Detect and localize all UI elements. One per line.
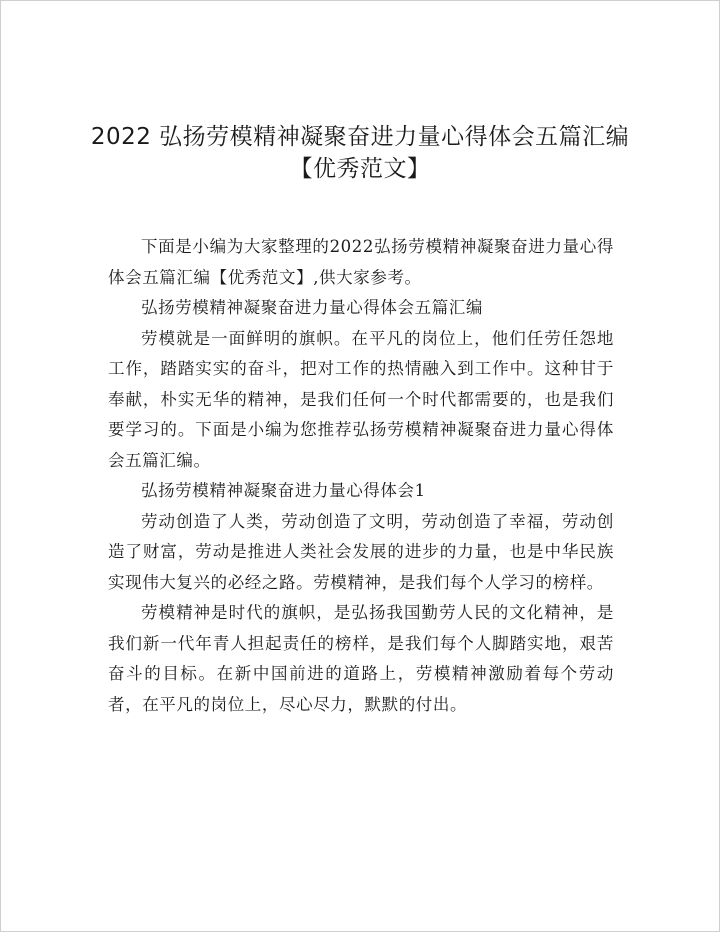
- document-body: [108, 232, 614, 720]
- section-heading: 弘扬劳模精神凝聚奋进力量心得体会五篇汇编: [141, 298, 483, 317]
- body-paragraph: 劳模就是一面鲜明的旗帜。在平凡的岗位上，他们任劳任怨地工作，踏踏实实的奋斗，把对工作的热情融入到工作中。这种甘于奉献，朴实无华的精神，是我们任何一个时代都需要的，也是我们要学习的。下面是小编为您推荐弘扬劳模精神凝聚奋进力量心得体会五篇汇编。: [108, 328, 614, 470]
- document-title: 2022 弘扬劳模精神凝聚奋进力量心得体会五篇汇编【优秀范文】: [90, 124, 630, 182]
- section-heading: 弘扬劳模精神凝聚奋进力量心得体会1: [141, 481, 426, 500]
- intro-paragraph: 下面是小编为大家整理的2022弘扬劳模精神凝聚奋进力量心得体会五篇汇编【优秀范文】,供大家参考。: [108, 237, 614, 287]
- body-paragraph: 劳模精神是时代的旗帜，是弘扬我国勤劳人民的文化精神，是我们新一代年青人担起责任的榜样，是我们每个人脚踏实地，艰苦奋斗的目标。在新中国前进的道路上，劳模精神激励着每个劳动者，在平凡的岗位上，尽心尽力，默默的付出。: [108, 603, 614, 714]
- body-paragraph: 劳动创造了人类，劳动创造了文明，劳动创造了幸福，劳动创造了财富，劳动是推进人类社会发展的进步的力量，也是中华民族实现伟大复兴的必经之路。劳模精神，是我们每个人学习的榜样。: [108, 511, 614, 592]
